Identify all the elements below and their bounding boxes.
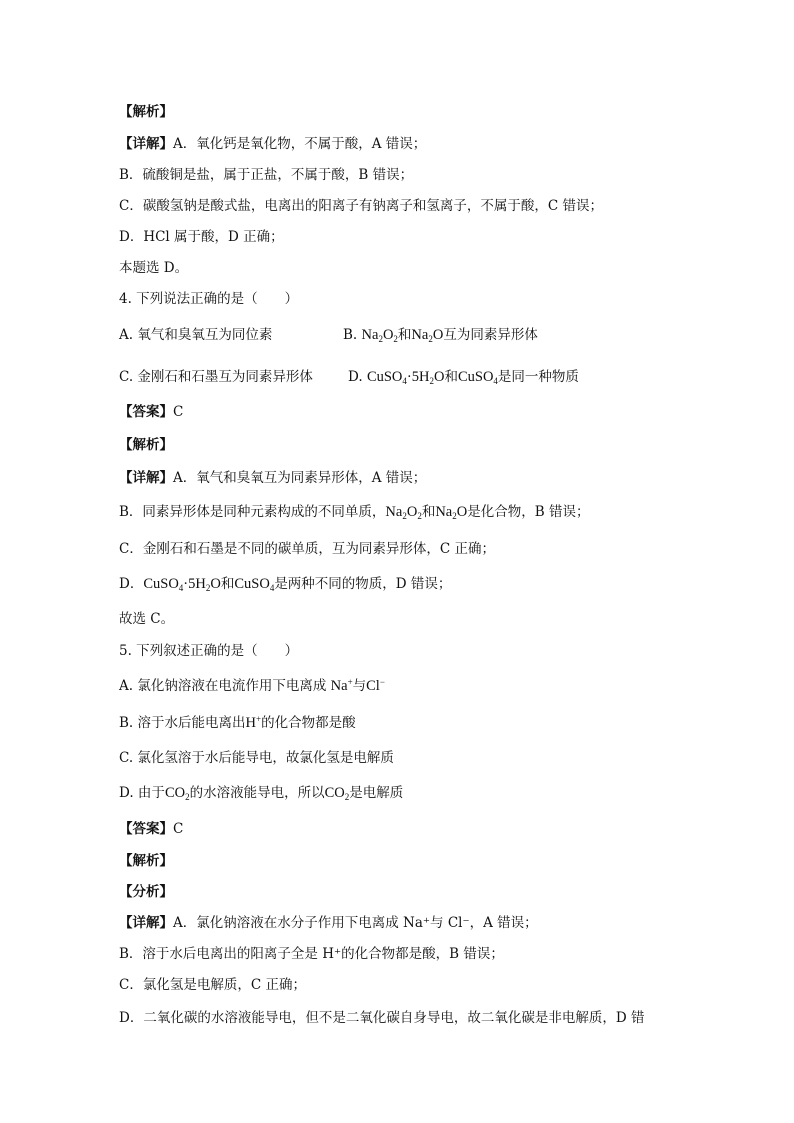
conjunction: 和 <box>421 504 436 520</box>
explanation-line <box>119 469 426 487</box>
option-text: 是电解质 <box>349 785 404 801</box>
explanation-text: A．氧化钙是氧化物，不属于酸，A 错误； <box>173 136 427 152</box>
explanation-text: 是两种不同的物质，D 错误； <box>274 576 452 592</box>
option-label: D. <box>348 369 367 385</box>
formula-co2: $CO_2$ <box>164 785 190 802</box>
conjunction: 和 <box>220 576 235 592</box>
explanation-line: D．HCl 属于酸，D 正确； <box>119 229 284 245</box>
fenxi-heading: 【分析】 <box>119 884 173 900</box>
question-5-stem: 5. 下列叙述正确的是（ ） <box>119 643 299 659</box>
conjunction: 与 <box>352 678 367 694</box>
conclusion-line: 本题选 D。 <box>119 260 189 276</box>
answer-tag: 【答案】 <box>119 404 173 420</box>
question-4-option-d <box>348 368 579 386</box>
conclusion-line: 故选 C。 <box>119 611 175 627</box>
analysis-heading: 【解析】 <box>119 104 173 120</box>
option-text: 互为同素异形体 <box>443 327 538 343</box>
formula-h-plus: H+ <box>245 714 262 731</box>
conjunction: 和 <box>444 369 458 385</box>
detail-tag: 【详解】 <box>119 915 173 931</box>
formula-cuso4: CuSO$_4$ <box>457 369 498 386</box>
explanation-line <box>119 135 426 153</box>
formula-cl-minus: Cl− <box>366 677 385 694</box>
answer-line <box>119 820 183 838</box>
question-5-option-d <box>119 784 403 802</box>
formula-na2o: $Na_2O$ <box>411 327 444 344</box>
option-text: 是同一种物质 <box>497 369 579 385</box>
option-text: D. 由于 <box>119 785 165 801</box>
explanation-line: C．氯化氢是电解质，C 正确； <box>119 977 306 993</box>
formula-cuso4: CuSO$_4$ <box>234 576 275 593</box>
explanation-line <box>119 503 589 521</box>
question-4-option-c: C. 金刚石和石墨互为同素异形体 <box>119 369 313 385</box>
explanation-text: A．氧气和臭氧互为同素异形体，A 错误； <box>173 470 427 486</box>
explanation-line: D．二氧化碳的水溶液能导电，但不是二氧化碳自身导电，故二氧化碳是非电解质，D 错 <box>119 1010 645 1026</box>
explanation-line: B．溶于水后电离出的阳离子全是 H⁺的化合物都是酸，B 错误； <box>119 946 504 962</box>
formula-na-plus: Na+ <box>330 677 353 694</box>
formula-co2: $CO_2$ <box>324 785 350 802</box>
explanation-text: B．同素异形体是同种元素构成的不同单质， <box>119 504 386 520</box>
formula-cuso4-5h2o: $CuSO_4\cdot 5H_2O$ <box>143 576 221 593</box>
conjunction: 和 <box>397 327 412 343</box>
detail-tag: 【详解】 <box>119 136 173 152</box>
explanation-line <box>119 914 538 932</box>
detail-tag: 【详解】 <box>119 470 173 486</box>
question-5-option-b <box>119 714 356 732</box>
question-5-option-a <box>119 677 385 695</box>
formula-na2o: $Na_2O$ <box>435 504 468 521</box>
answer-line <box>119 403 183 421</box>
explanation-line: B．硫酸铜是盐，属于正盐，不属于酸，B 错误； <box>119 167 414 183</box>
question-4-option-b <box>343 326 538 344</box>
explanation-line: C．碳酸氢钠是酸式盐，电离出的阳离子有钠离子和氢离子，不属于酸，C 错误； <box>119 198 603 214</box>
option-text: A. 氯化钠溶液在电流作用下电离成 <box>119 678 327 694</box>
question-4-option-a: A. 氧气和臭氧互为同位素 <box>119 327 273 343</box>
formula-na2o2: $Na_2O_2$ <box>361 327 398 344</box>
question-5-option-c: C. 氯化氢溶于水后能导电，故氯化氢是电解质 <box>119 750 394 766</box>
answer-value: C <box>173 404 184 420</box>
analysis-heading: 【解析】 <box>119 437 173 453</box>
option-label: B. <box>343 327 362 343</box>
formula-na2o2: $Na_2O_2$ <box>385 504 422 521</box>
answer-value: C <box>173 821 184 837</box>
option-text: B. 溶于水后能电离出 <box>119 715 246 731</box>
formula-cuso4-5h2o: $CuSO_4\cdot 5H_2O$ <box>366 369 445 386</box>
explanation-text: D． <box>119 576 144 592</box>
explanation-line: C．金刚石和石墨是不同的碳单质，互为同素异形体，C 正确； <box>119 541 495 557</box>
explanation-line <box>119 575 451 593</box>
option-text: 的水溶液能导电，所以 <box>189 785 325 801</box>
answer-tag: 【答案】 <box>119 821 173 837</box>
analysis-heading: 【解析】 <box>119 853 173 869</box>
option-text: 的化合物都是酸 <box>261 715 356 731</box>
explanation-text: A．氯化钠溶液在水分子作用下电离成 Na⁺与 Cl⁻，A 错误； <box>173 915 538 931</box>
explanation-text: 是化合物，B 错误； <box>467 504 590 520</box>
question-4-stem: 4. 下列说法正确的是（ ） <box>119 291 299 307</box>
